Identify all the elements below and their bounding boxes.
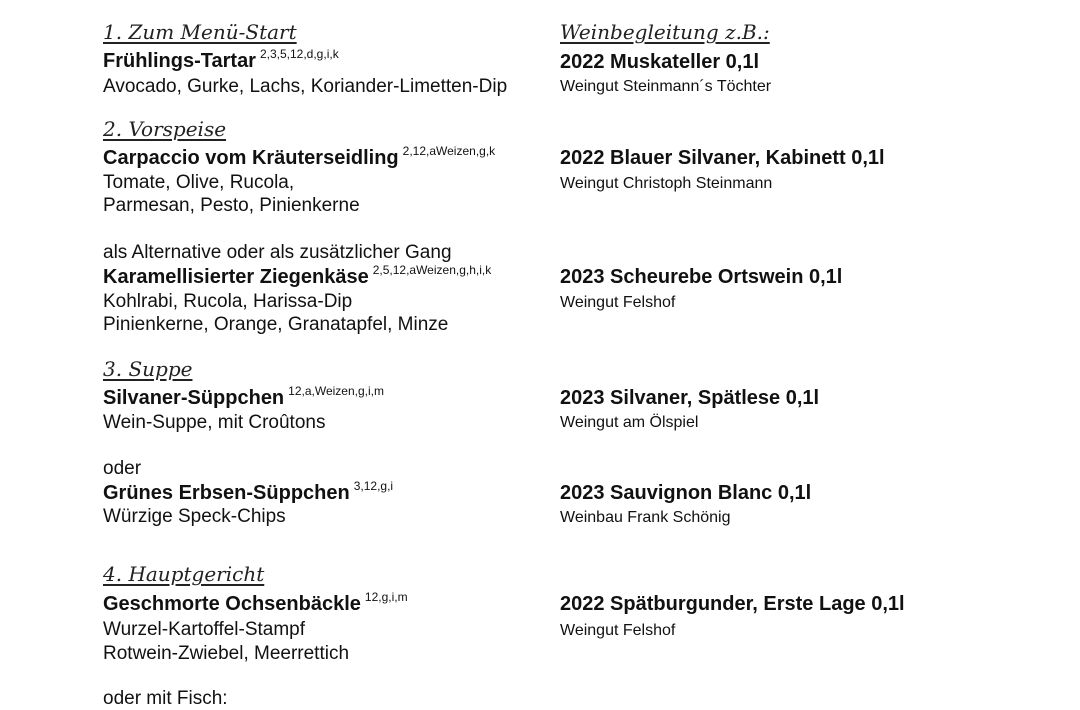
dish-name <box>103 479 394 505</box>
dish-description: Parmesan, Pesto, Pinienkerne <box>103 195 360 216</box>
section-header-menu-start: 1. Zum Menü-Start <box>103 20 297 44</box>
dish-description: Wein-Suppe, mit Croûtons <box>103 412 326 433</box>
cut-off-line: oder mit Fisch: <box>103 688 228 709</box>
dish-name <box>103 144 496 170</box>
dish-description: Rotwein-Zwiebel, Meerrettich <box>103 643 350 664</box>
winery-name: Weinbau Frank Schönig <box>560 509 731 526</box>
wine-name: 2022 Blauer Silvaner, Kabinett 0,1l <box>560 147 885 169</box>
alternative-note: als Alternative oder als zusätzlicher Gang <box>103 242 452 263</box>
wine-name: 2023 Scheurebe Ortswein 0,1l <box>560 266 843 288</box>
allergen-codes: 12,g,i,m <box>364 590 408 604</box>
dish-name <box>103 47 339 73</box>
dish-name <box>103 263 492 289</box>
dish-description: Kohlrabi, Rucola, Harissa-Dip <box>103 291 353 312</box>
oder-note: oder <box>103 458 142 479</box>
winery-name: Weingut Steinmann´s Töchter <box>560 78 772 95</box>
wine-name: 2023 Sauvignon Blanc 0,1l <box>560 482 812 504</box>
winery-name: Weingut Christoph Steinmann <box>560 175 773 192</box>
dish-name <box>103 384 384 410</box>
allergen-codes: 2,3,5,12,d,g,i,k <box>259 47 339 61</box>
allergen-codes: 3,12,g,i <box>353 479 394 493</box>
dish-title: Silvaner-Süppchen <box>103 387 285 409</box>
dish-title: Geschmorte Ochsenbäckle <box>103 593 361 615</box>
dish-description: Tomate, Olive, Rucola, <box>103 172 295 193</box>
dish-title: Grünes Erbsen-Süppchen <box>103 482 350 504</box>
wine-name: 2022 Muskateller 0,1l <box>560 51 760 73</box>
allergen-codes: 2,12,aWeizen,g,k <box>402 144 496 158</box>
winery-name: Weingut am Ölspiel <box>560 414 699 431</box>
dish-title: Frühlings-Tartar <box>103 50 256 72</box>
wine-name: 2023 Silvaner, Spätlese 0,1l <box>560 387 820 409</box>
wine-pairing-header: Weinbegleitung z.B.: <box>560 20 770 44</box>
section-header-suppe: 3. Suppe <box>103 357 193 381</box>
dish-description: Würzige Speck-Chips <box>103 506 286 527</box>
dish-description: Pinienkerne, Orange, Granatapfel, Minze <box>103 314 449 335</box>
dish-title: Carpaccio vom Kräuterseidling <box>103 147 399 169</box>
dish-name <box>103 590 408 616</box>
allergen-codes: 12,a,Weizen,g,i,m <box>288 384 384 398</box>
allergen-codes: 2,5,12,aWeizen,g,h,i,k <box>372 263 492 277</box>
section-header-vorspeise: 2. Vorspeise <box>103 117 227 141</box>
winery-name: Weingut Felshof <box>560 294 676 311</box>
wine-name: 2022 Spätburgunder, Erste Lage 0,1l <box>560 593 905 615</box>
dish-description: Avocado, Gurke, Lachs, Koriander-Limetten-Dip <box>103 76 508 97</box>
winery-name: Weingut Felshof <box>560 622 676 639</box>
section-header-hauptgericht: 4. Hauptgericht <box>103 562 265 586</box>
dish-description: Wurzel-Kartoffel-Stampf <box>103 619 306 640</box>
dish-title: Karamellisierter Ziegenkäse <box>103 266 369 288</box>
